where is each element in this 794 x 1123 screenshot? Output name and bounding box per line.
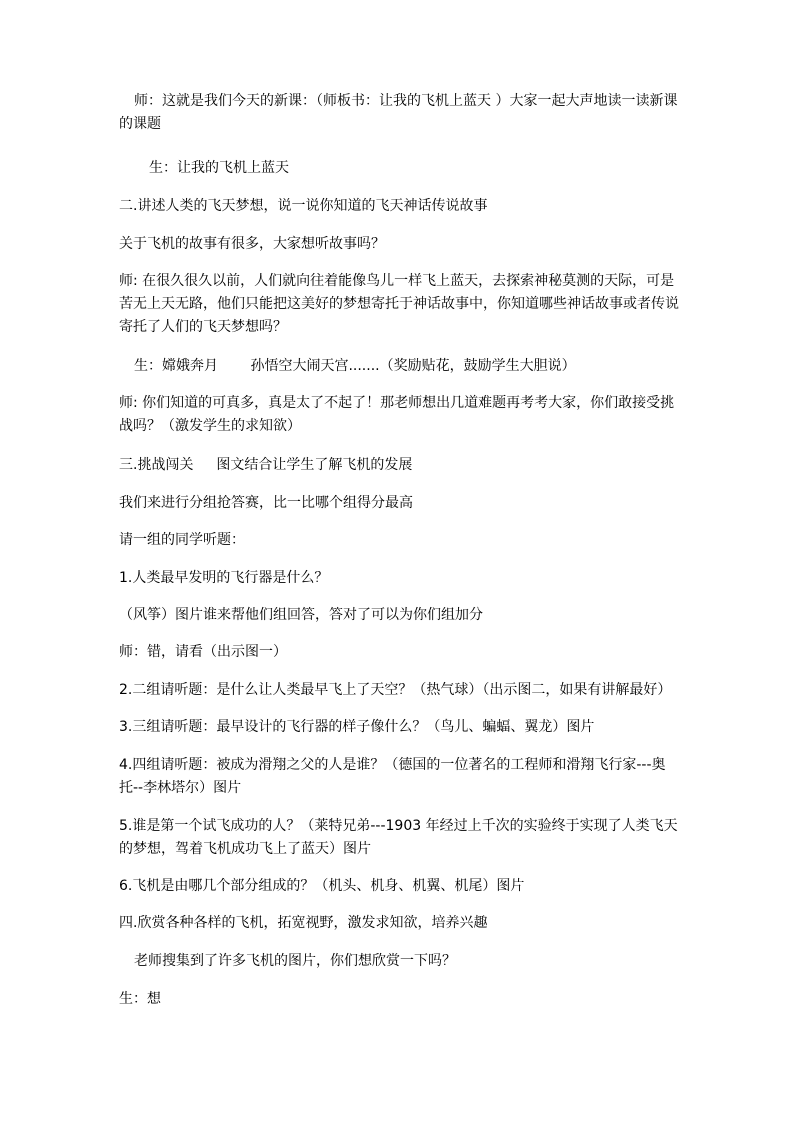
paragraph-group-quiz: 我们来进行分组抢答赛，比一比哪个组得分最高 xyxy=(119,495,413,511)
paragraph-group-one: 请一组的同学听题： xyxy=(119,532,245,548)
paragraph-kite-answer: （风筝）图片谁来帮他们组回答，答对了可以为你们组加分 xyxy=(119,607,483,623)
section-heading-2: 二.讲述人类的飞天梦想，说一说你知道的飞天神话传说故事 xyxy=(119,198,488,214)
paragraph-show-picture-1: 师：错，请看（出示图一） xyxy=(119,644,287,660)
paragraph-teacher-story: 师: 在很久很久以前，人们就向往着能像鸟儿一样飞上蓝天，去探索神秘莫测的天际，可是苦无上天无路，他们只能把这美好的梦想寄托于神话故事中，你知道哪些神话故事或者传说寄托了人们的飞天梦想吗？ xyxy=(119,273,679,335)
paragraph-teacher-pictures: 老师搜集到了许多飞机的图片，你们想欣赏一下吗？ xyxy=(134,953,456,969)
paragraph-students-want: 生：想 xyxy=(119,991,161,1007)
question-2: 2.二组请听题：是什么让人类最早飞上了天空？（热气球）（出示图二，如果有讲解最好） xyxy=(119,682,672,698)
section-heading-4: 四.欣赏各种各样的飞机，拓宽视野，激发求知欲，培养兴趣 xyxy=(119,915,488,931)
question-3: 3.三组请听题：最早设计的飞行器的样子像什么？（鸟儿、蝙蝠、翼龙）图片 xyxy=(119,719,595,735)
section-heading-3: 三.挑战闯关 图文结合让学生了解飞机的发展 xyxy=(119,457,413,473)
question-6: 6.飞机是由哪几个部分组成的？（机头、机身、机翼、机尾）图片 xyxy=(119,878,525,894)
question-4: 4.四组请听题：被成为滑翔之父的人是谁？（德国的一位著名的工程师和滑翔飞行家---奥托--李林塔尔）图片 xyxy=(119,757,666,796)
paragraph-new-lesson-intro: 师：这就是我们今天的新课：（师板书：让我的飞机上蓝天 ）大家一起大声地读一读新课的课题 xyxy=(119,93,678,132)
paragraph-teacher-challenge: 师: 你们知道的可真多，真是太了不起了！那老师想出几道难题再考考大家，你们敢接受挑战吗？（激发学生的求知欲） xyxy=(119,395,675,434)
question-5: 5.谁是第一个试飞成功的人？（莱特兄弟---1903 年经过上千次的实验终于实现了人类飞天的梦想，驾着飞机成功飞上了蓝天）图片 xyxy=(119,818,678,857)
paragraph-students-read-title: 生：让我的飞机上蓝天 xyxy=(149,160,289,176)
paragraph-story-question: 关于飞机的故事有很多，大家想听故事吗？ xyxy=(119,236,385,252)
question-1: 1.人类最早发明的飞行器是什么？ xyxy=(119,570,329,586)
paragraph-students-myths: 生：嫦娥奔月 孙悟空大闹天宫.......（奖励贴花，鼓励学生大胆说） xyxy=(134,358,576,374)
